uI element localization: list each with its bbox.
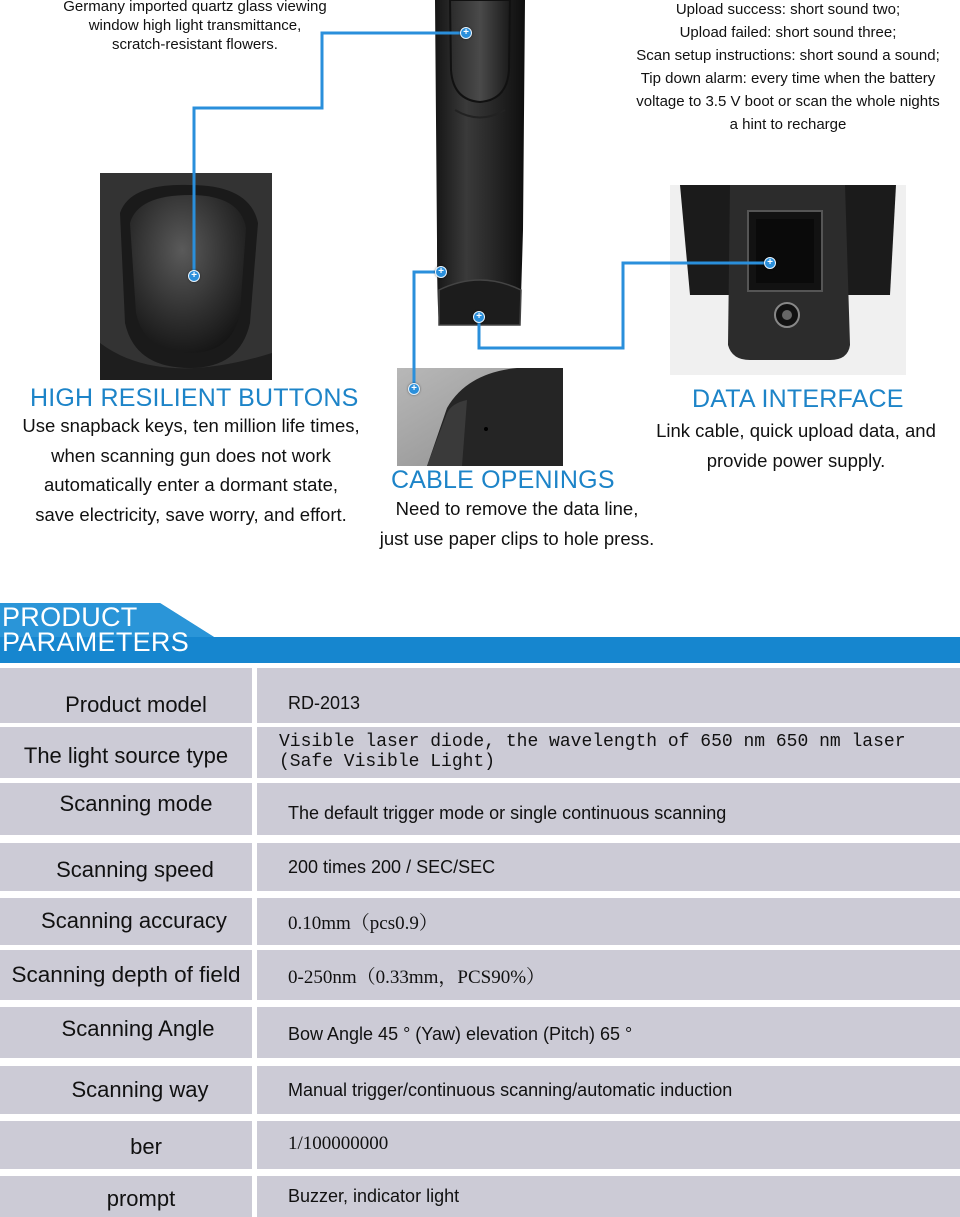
param-label: Scanning speed: [0, 843, 252, 891]
param-row: [0, 783, 960, 835]
param-label: Scanning Angle: [0, 1007, 252, 1058]
param-row: [0, 1007, 960, 1058]
param-row: [0, 1176, 960, 1217]
feature-text-buttons: Use snapback keys, ten million life times, when scanning gun does not work automatically enter a dormant state, save electricity, save worry, and effort.: [22, 415, 360, 525]
param-row: [0, 898, 960, 945]
param-row: [0, 1066, 960, 1114]
param-value: The default trigger mode or single continuous scanning: [257, 783, 960, 835]
feature-text-interface: Link cable, quick upload data, and provide power supply.: [656, 420, 936, 471]
param-row: [0, 1121, 960, 1169]
params-header-line2: PARAMETERS: [2, 627, 190, 657]
callout-marker-cable-top: +: [435, 266, 447, 278]
param-row: [0, 843, 960, 891]
callout-marker-glass: +: [460, 27, 472, 39]
callout-marker-interface-top: +: [473, 311, 485, 323]
param-value: Bow Angle 45 ° (Yaw) elevation (Pitch) 65 °: [257, 1007, 960, 1058]
param-label: Scanning mode: [0, 783, 252, 835]
param-row: [0, 727, 960, 778]
param-label: Scanning depth of field: [0, 950, 252, 1000]
feature-text-cable: Need to remove the data line, just use paper clips to hole press.: [379, 498, 655, 549]
sound-prompts-note: Upload success: short sound two; Upload failed: short sound three; Scan setup instructions: short sound a sound; Tip down alarm: every time when the battery voltage to 3.5 V boot or scan the whole nights a hint to recharge: [636, 1, 940, 133]
param-value: Visible laser diode, the wavelength of 650 nm 650 nm laser (Safe Visible Light): [257, 727, 960, 778]
callout-lines: [0, 0, 960, 400]
param-value: RD-2013: [257, 668, 960, 723]
param-value: Buzzer, indicator light: [257, 1176, 960, 1217]
param-value: 0-250nm（0.33mm，PCS90%）: [257, 950, 960, 1000]
callout-marker-button: +: [188, 270, 200, 282]
params-header-bar: [0, 603, 960, 663]
param-label: Product model: [0, 668, 252, 723]
param-label: ber: [0, 1121, 252, 1169]
callout-marker-interface: +: [764, 257, 776, 269]
params-header-title: [2, 602, 190, 657]
param-label: Scanning way: [0, 1066, 252, 1114]
param-value: Manual trigger/continuous scanning/automatic induction: [257, 1066, 960, 1114]
param-row: [0, 950, 960, 1000]
feature-title-interface: DATA INTERFACE: [692, 385, 904, 413]
params-header-line1: PRODUCT: [2, 602, 138, 632]
param-value: 1/100000000: [257, 1121, 960, 1169]
feature-title-cable: CABLE OPENINGS: [391, 466, 615, 494]
callout-marker-cable: +: [408, 383, 420, 395]
glass-note: Germany imported quartz glass viewing window high light transmittance, scratch-resistant flowers.: [63, 0, 327, 53]
param-value: 0.10mm（pcs0.9）: [257, 898, 960, 945]
param-row: [0, 668, 960, 723]
param-label: Scanning accuracy: [0, 898, 252, 945]
param-value: 200 times 200 / SEC/SEC: [257, 843, 960, 891]
param-label: The light source type: [0, 727, 252, 778]
param-label: prompt: [0, 1176, 252, 1217]
feature-title-buttons: HIGH RESILIENT BUTTONS: [30, 384, 359, 412]
